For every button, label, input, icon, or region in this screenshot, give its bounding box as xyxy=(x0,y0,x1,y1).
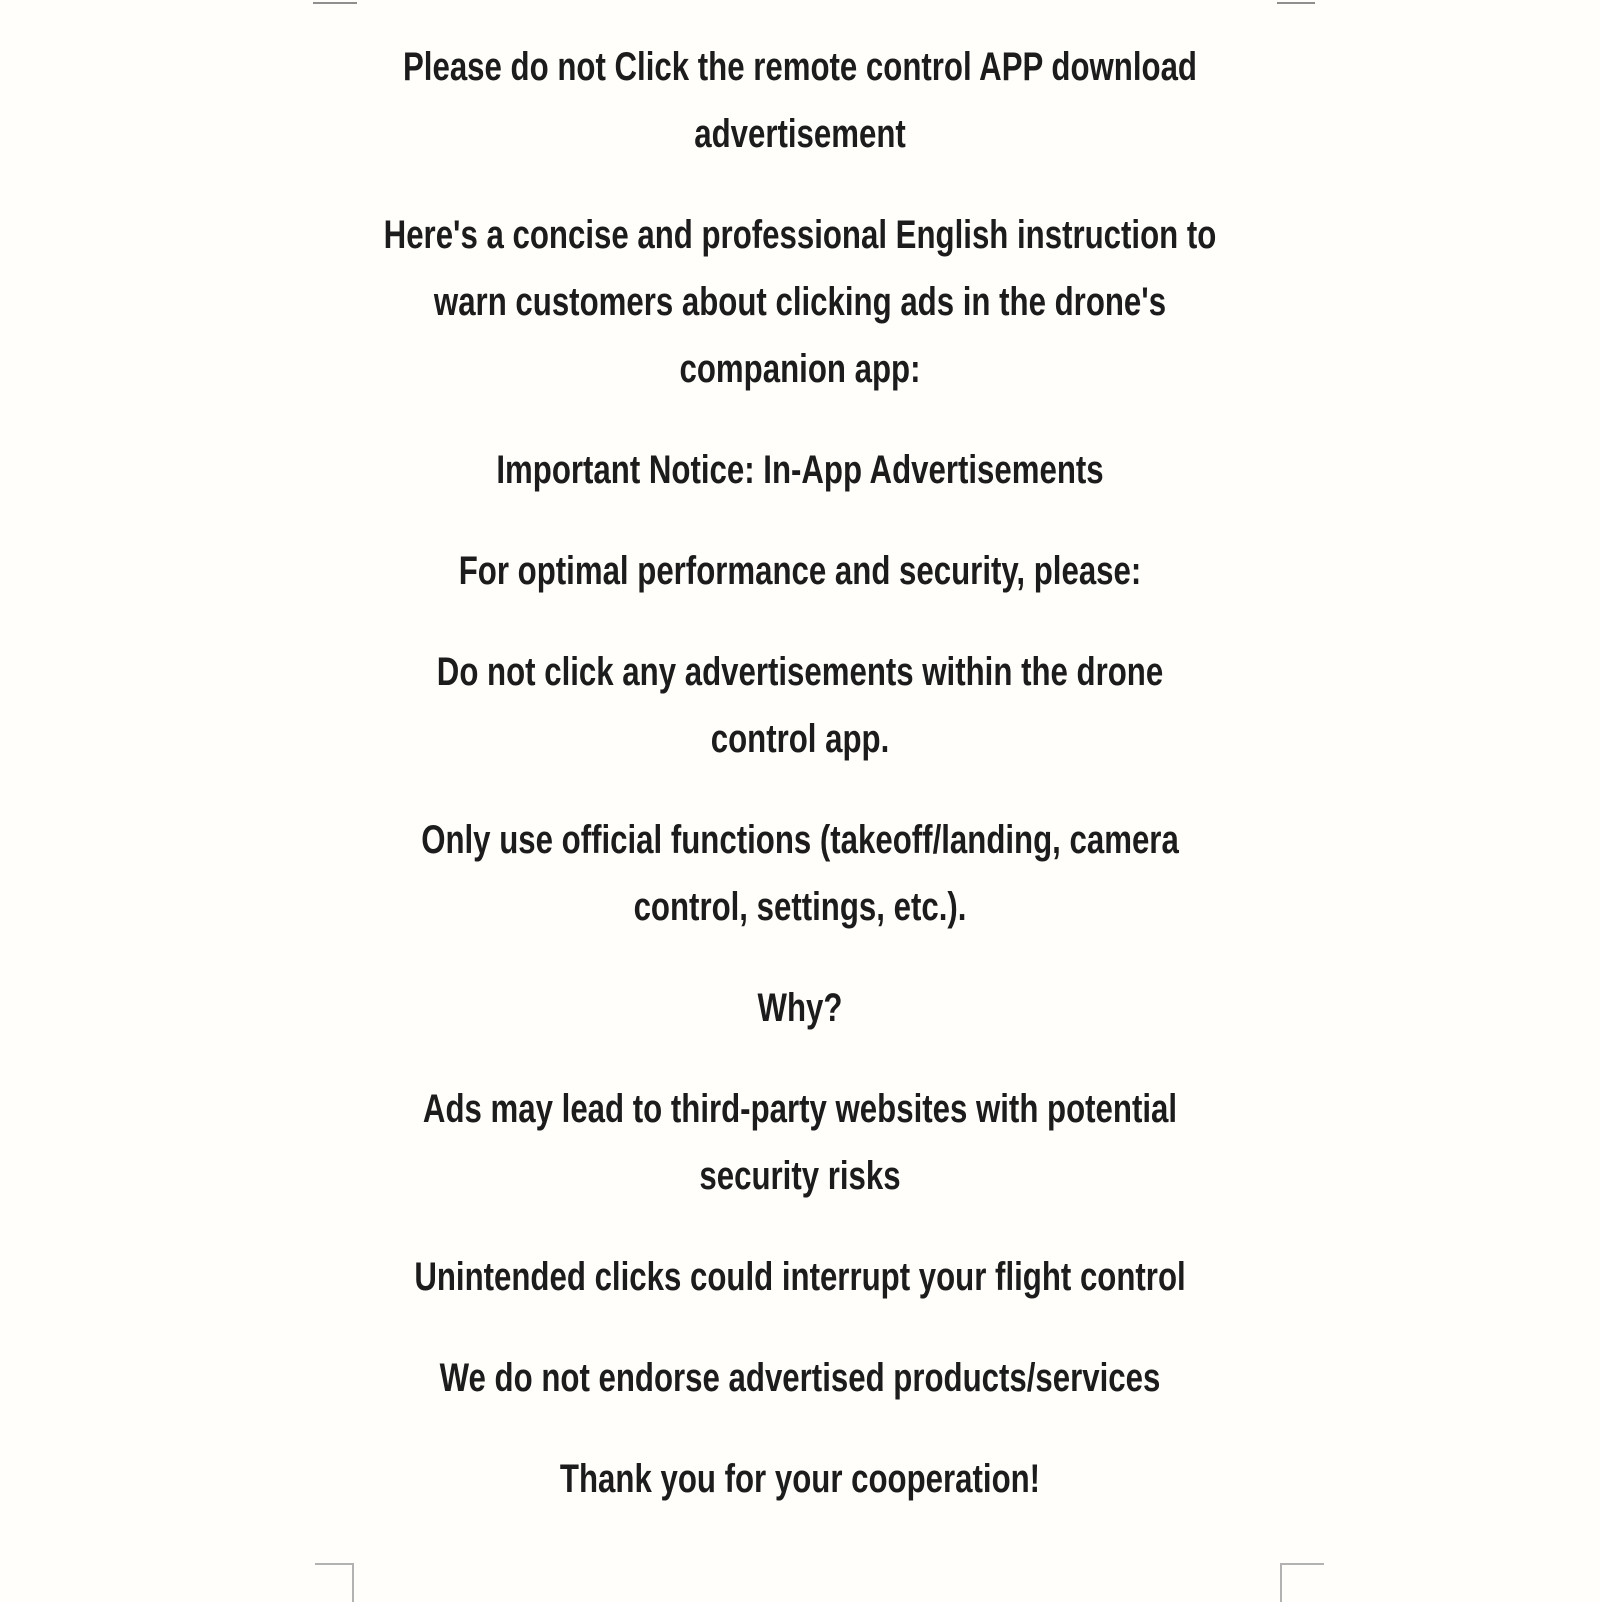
text-line: Do not click any advertisements within the drone xyxy=(436,650,1164,694)
text-line: Ads may lead to third-party websites with potential xyxy=(422,1087,1178,1131)
crop-mark-bottom-left xyxy=(315,1563,354,1602)
text-line: control app. xyxy=(710,717,890,761)
paragraph-official-functions xyxy=(176,807,1424,941)
paragraph-why xyxy=(176,975,1424,1042)
notice-text-block xyxy=(176,0,1424,1547)
text-line: companion app: xyxy=(679,347,921,391)
text-line: Only use official functions (takeoff/landing, camera xyxy=(421,818,1179,862)
text-line: Why? xyxy=(757,986,843,1030)
paragraph-intro xyxy=(176,202,1424,403)
text-line: Important Notice: In-App Advertisements xyxy=(496,448,1104,492)
paragraph-important-notice xyxy=(176,437,1424,504)
paragraph-ads-risk xyxy=(176,1076,1424,1210)
crop-mark-bottom-right xyxy=(1280,1563,1324,1602)
text-line: Thank you for your cooperation! xyxy=(559,1457,1041,1501)
crop-mark-top-right xyxy=(1277,2,1315,4)
crop-mark-top-left xyxy=(313,2,357,4)
paragraph-thank-you xyxy=(176,1446,1424,1513)
paragraph-do-not-click xyxy=(176,639,1424,773)
paragraph-no-endorsement xyxy=(176,1345,1424,1412)
text-line: Unintended clicks could interrupt your flight control xyxy=(414,1255,1186,1299)
text-line: For optimal performance and security, please: xyxy=(458,549,1142,593)
paragraph-title xyxy=(176,34,1424,168)
text-line: We do not endorse advertised products/services xyxy=(439,1356,1161,1400)
paragraph-optimal-performance xyxy=(176,538,1424,605)
text-line: Here's a concise and professional English instruction to xyxy=(383,213,1217,257)
text-line: security risks xyxy=(699,1154,901,1198)
text-line: advertisement xyxy=(694,112,906,156)
text-line: control, settings, etc.). xyxy=(633,885,967,929)
text-line: warn customers about clicking ads in the drone's xyxy=(433,280,1167,324)
text-line: Please do not Click the remote control APP download xyxy=(402,45,1197,89)
paragraph-unintended-clicks xyxy=(176,1244,1424,1311)
